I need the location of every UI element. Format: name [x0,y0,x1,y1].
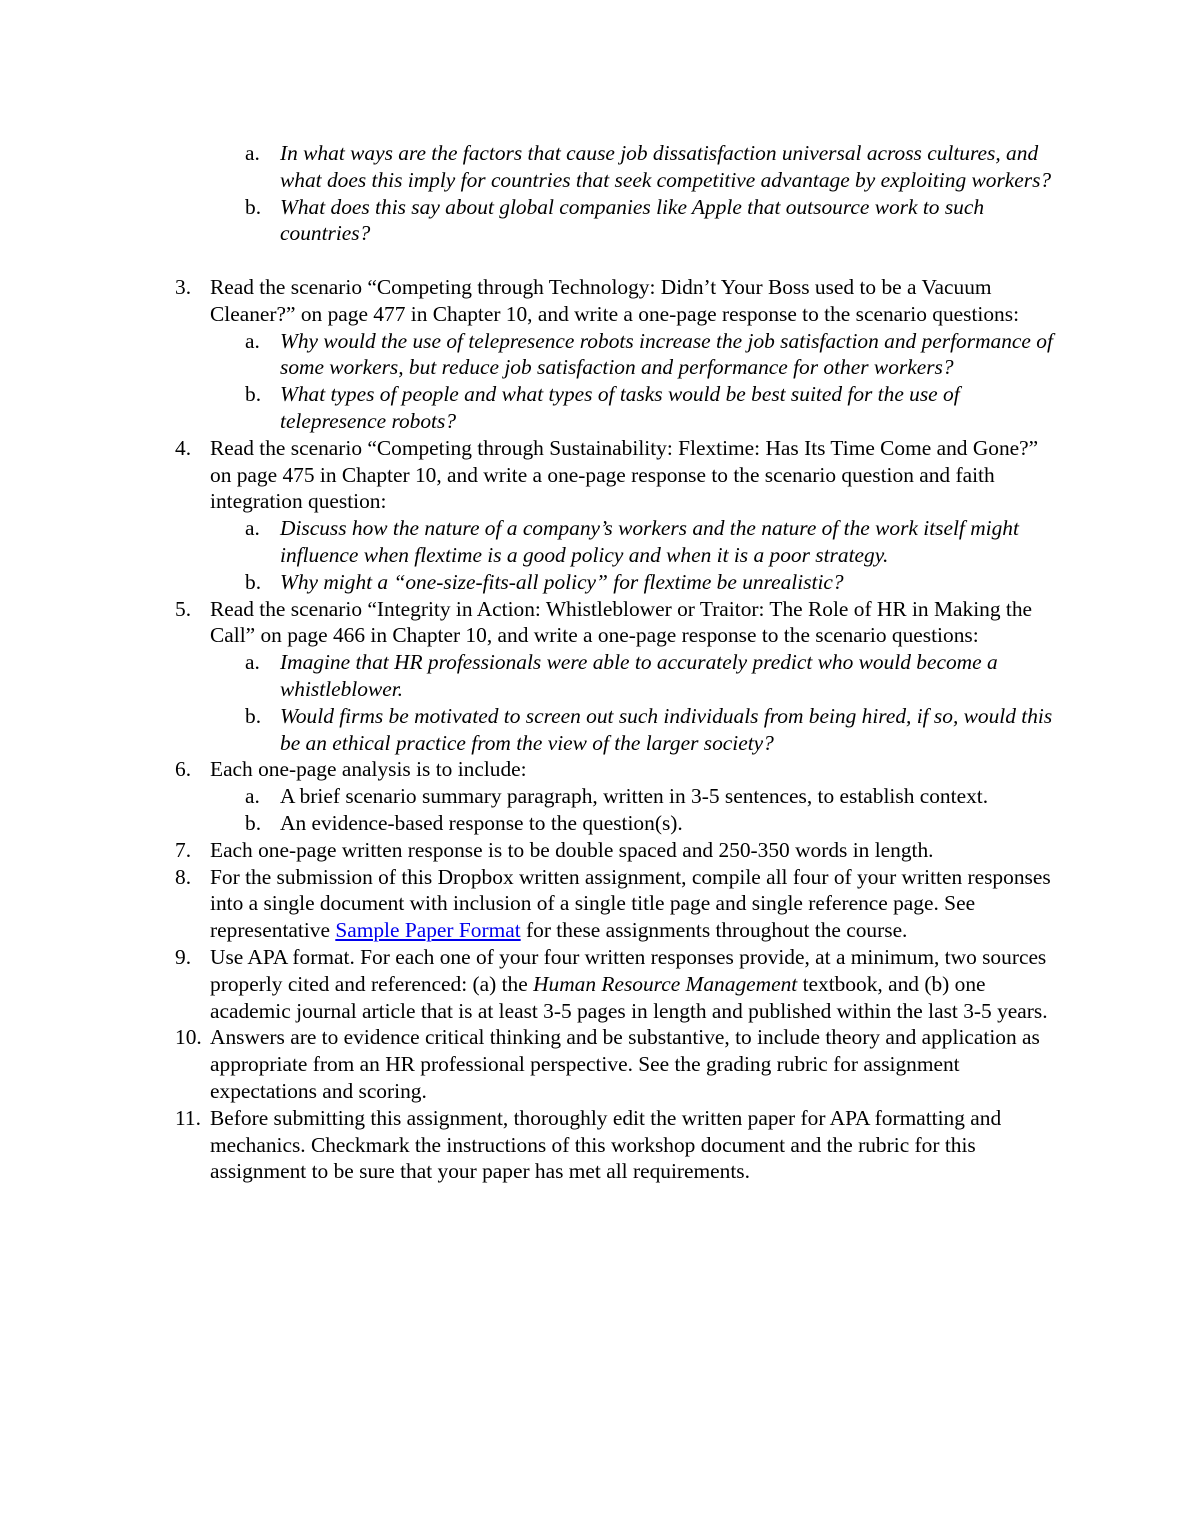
list-item-8 [175,864,1055,944]
sub-item [245,381,1055,435]
list-item-5 [175,596,1055,650]
list-item-4 [175,435,1055,515]
sub-item-text: Imagine that HR professionals were able to accurately predict who would become a whistleblower. [280,650,998,701]
sub-item-label: b. [245,810,262,835]
sub-item [245,328,1055,382]
sub-item-text: A brief scenario summary paragraph, written in 3-5 sentences, to establish context. [280,784,989,809]
list-item-11 [175,1105,1055,1185]
sub-item-label: b. [245,703,262,728]
item-text-before-link: For the submission of this Dropbox written assignment, compile all four of your written responses into a single document with inclusion of a single title page and single reference page. See representative [210,864,1051,943]
sub-item [245,194,1055,248]
numbered-list [175,274,1055,1185]
sub-item-label: b. [245,194,262,219]
list-item-6 [175,756,1055,783]
item-text: Read the scenario “Integrity in Action: Whistleblower or Traitor: The Role of HR in Making the Call” on page 466 in Chapter 10, and write a one-page response to the scenario questions: [210,596,1033,648]
sub-item [245,703,1055,757]
sub-item [245,569,1055,596]
sub-item-text: Would firms be motivated to screen out such individuals from being hired, if so, would this be an ethical practice from the view of the larger society? [280,703,1053,755]
sub-item-text: In what ways are the factors that cause job dissatisfaction universal across cultures, and what does this imply for countries that seek competitive advantage by exploiting workers? [280,141,1052,192]
sub-item [245,649,1055,703]
item-text: Answers are to evidence critical thinking and be substantive, to include theory and application as appropriate from an HR professional perspective. See the grading rubric for assignment expectations and scoring. [210,1025,1040,1103]
sub-item-text: What does this say about global companies like Apple that outsource work to such countries? [280,194,985,246]
sub-item-label: a. [245,328,260,353]
list-item-3 [175,274,1055,328]
item-number: 9. [175,944,192,969]
sub-item-label: a. [245,784,260,809]
continued-sublist [175,140,1055,247]
sub-item [245,515,1055,569]
sub-item-label: b. [245,382,262,407]
list-item-7 [175,837,1055,864]
item-number: 3. [175,275,192,299]
item-number: 10. [175,1025,202,1050]
book-title: Human Resource Management [533,971,798,996]
item-text: Each one-page written response is to be double spaced and 250-350 words in length. [210,837,934,862]
sub-item [245,783,1055,810]
sub-item [245,140,1055,194]
item-number: 8. [175,864,192,889]
item-text: Each one-page analysis is to include: [210,757,527,782]
item-text-after-link: for these assignments throughout the course. [520,918,908,943]
item-text: Read the scenario “Competing through Technology: Didn’t Your Boss used to be a Vacuum Cleaner?” on page 477 in Chapter 10, and write a one-page response to the scenario questions: [210,275,1020,326]
sub-item-label: a. [245,141,260,165]
sub-item-text: An evidence-based response to the question(s). [280,810,683,835]
item-text: Before submitting this assignment, thoroughly edit the written paper for APA formatting and mechanics. Checkmark the instructions of this workshop document and the rubric for this assignment to be sure that your paper has met all requirements. [210,1105,1002,1184]
item-text-after-title: textbook, and (b) one academic journal article that is at least 3-5 pages in length and published within the last 3-5 years. [210,971,1048,1023]
sub-item-text: Why might a “one-size-fits-all policy” for flextime be unrealistic? [280,569,844,594]
item-number: 5. [175,596,192,621]
item-number: 6. [175,757,192,782]
sub-item-label: a. [245,650,260,675]
item-text: Read the scenario “Competing through Sustainability: Flextime: Has Its Time Come and Gone?” on page 475 in Chapter 10, and write a one-page response to the scenario question and faith integration question: [210,435,1039,514]
sub-item-label: b. [245,569,262,594]
sub-item-label: a. [245,516,260,541]
list-item-10 [175,1024,1055,1104]
sub-item-text: Discuss how the nature of a company’s workers and the nature of the work itself might influence when flextime is a good policy and when it is a poor strategy. [280,516,1019,567]
sample-paper-format-link[interactable]: Sample Paper Format [335,918,521,943]
sub-item [245,810,1055,837]
item-number: 11. [175,1105,201,1130]
item-number: 7. [175,837,192,862]
sub-item-text: Why would the use of telepresence robots increase the job satisfaction and performance of some workers, but reduce job satisfaction and performance for other workers? [280,328,1053,380]
item-number: 4. [175,435,192,460]
item-text [210,944,1055,1024]
list-item-9 [175,944,1055,1024]
sub-item-text: What types of people and what types of tasks would be best suited for the use of telepresence robots? [280,382,960,433]
item-text [210,864,1055,944]
item-text-before-title: Use APA format. For each one of your four written responses provide, at a minimum, two sources properly cited and referenced: (a) the [210,944,1047,996]
